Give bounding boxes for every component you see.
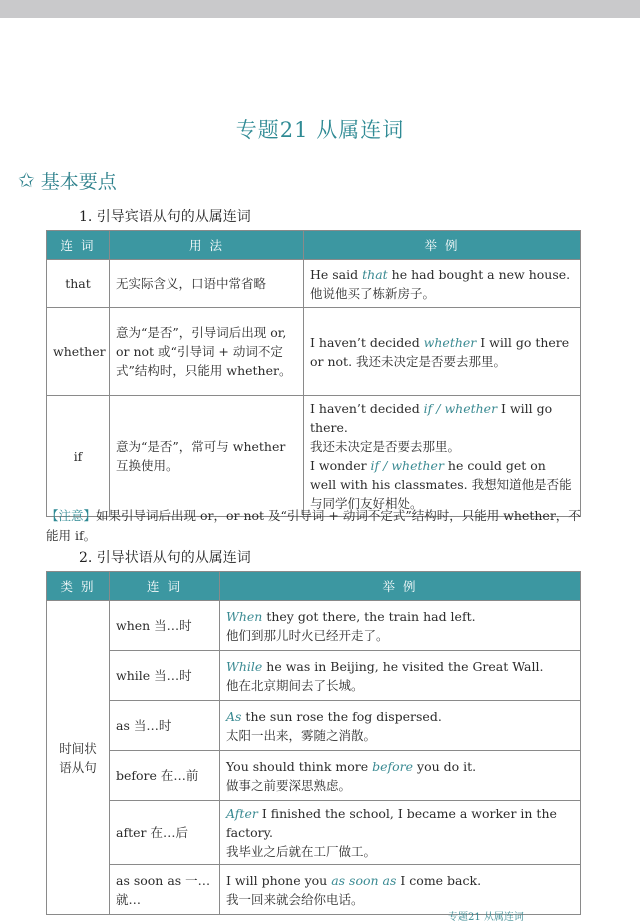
- column-header: 用 法: [110, 231, 304, 260]
- example-cell: I haven’t decided whether I will go there or not. 我还未决定是否要去那里。: [304, 308, 581, 396]
- note-text: 如果引导词后出现 or，or not 及“引导词 + 动词不定式”结构时，只能用 whether，不能用 if。: [46, 508, 581, 543]
- star-icon: ✩: [18, 168, 35, 192]
- top-edge-bar: [0, 0, 640, 18]
- category-cell: 时间状语从句: [47, 601, 110, 915]
- object-clause-table: [46, 230, 581, 517]
- table-row: [47, 396, 581, 517]
- conj-cell: as soon as 一…就…: [110, 865, 220, 915]
- conj-cell: that: [47, 260, 110, 308]
- adverbial-clause-table: [46, 571, 581, 915]
- column-header: 举 例: [304, 231, 581, 260]
- table-header-row: [47, 231, 581, 260]
- example-cell: While he was in Beijing, he visited the Great Wall. 他在北京期间去了长城。: [220, 651, 581, 701]
- section-label: 基本要点: [40, 170, 117, 193]
- table-row: [47, 651, 581, 701]
- table-row: [47, 865, 581, 915]
- note-label: 【注意】: [46, 508, 97, 523]
- table-row: [47, 751, 581, 801]
- table-row: [47, 801, 581, 865]
- highlight-word: While: [226, 658, 263, 674]
- usage-cell: 无实际含义，口语中常省略: [110, 260, 304, 308]
- highlight-word: After: [226, 806, 258, 821]
- column-header: 举 例: [220, 572, 581, 601]
- highlight-word: as soon as: [331, 872, 397, 888]
- conj-cell: after 在…后: [110, 801, 220, 865]
- conj-cell: while 当…时: [110, 651, 220, 701]
- highlight-word: As: [226, 708, 242, 724]
- table-row: [47, 701, 581, 751]
- section-heading: [18, 167, 117, 193]
- table-header-row: [47, 572, 581, 601]
- example-cell: After I finished the school, I became a worker in the factory. 我毕业之后就在工厂做工。: [220, 801, 581, 865]
- column-header: 连 词: [110, 572, 220, 601]
- conj-cell: if: [47, 396, 110, 517]
- example-cell: He said that he had bought a new house. 他说他买了栋新房子。: [304, 260, 581, 308]
- column-header: 连 词: [47, 231, 110, 260]
- part2-heading: 2. 引导状语从句的从属连词: [79, 550, 251, 566]
- usage-cell: 意为“是否”，引导词后出现 or, or not 或“引导词 + 动词不定式”结构时，只能用 whether。: [110, 308, 304, 396]
- table-row: [47, 260, 581, 308]
- column-header: 类 别: [47, 572, 110, 601]
- table-row: [47, 308, 581, 396]
- part1-heading: 1. 引导宾语从句的从属连词: [79, 209, 251, 225]
- example-cell: As the sun rose the fog dispersed. 太阳一出来，雾随之消散。: [220, 701, 581, 751]
- highlight-word: before: [372, 758, 414, 774]
- highlight-word: if / whether: [423, 401, 498, 416]
- highlight-word: When: [226, 608, 263, 624]
- example-cell: I haven’t decided if / whether I will go there. 我还未决定是否要去那里。 I wonder if / whether he could get on well with his classmates. 我想知道他是否能与同学们友好相处。: [304, 396, 581, 517]
- note-paragraph: [46, 506, 586, 546]
- highlight-word: that: [362, 266, 388, 282]
- page-footer: 专题21 从属连词: [448, 912, 524, 923]
- highlight-word: whether: [423, 334, 477, 350]
- conj-cell: before 在…前: [110, 751, 220, 801]
- example-cell: You should think more before you do it. 做事之前要深思熟虑。: [220, 751, 581, 801]
- highlight-word: if / whether: [370, 458, 444, 473]
- example-cell: I will phone you as soon as I come back. 我一回来就会给你电话。: [220, 865, 581, 915]
- conj-cell: whether: [47, 308, 110, 396]
- conj-cell: when 当…时: [110, 601, 220, 651]
- example-cell: When they got there, the train had left. 他们到那儿时火已经开走了。: [220, 601, 581, 651]
- conj-cell: as 当…时: [110, 701, 220, 751]
- table-row: [47, 601, 581, 651]
- page-title: 专题21 从属连词: [235, 118, 405, 142]
- usage-cell: 意为“是否”，常可与 whether 互换使用。: [110, 396, 304, 517]
